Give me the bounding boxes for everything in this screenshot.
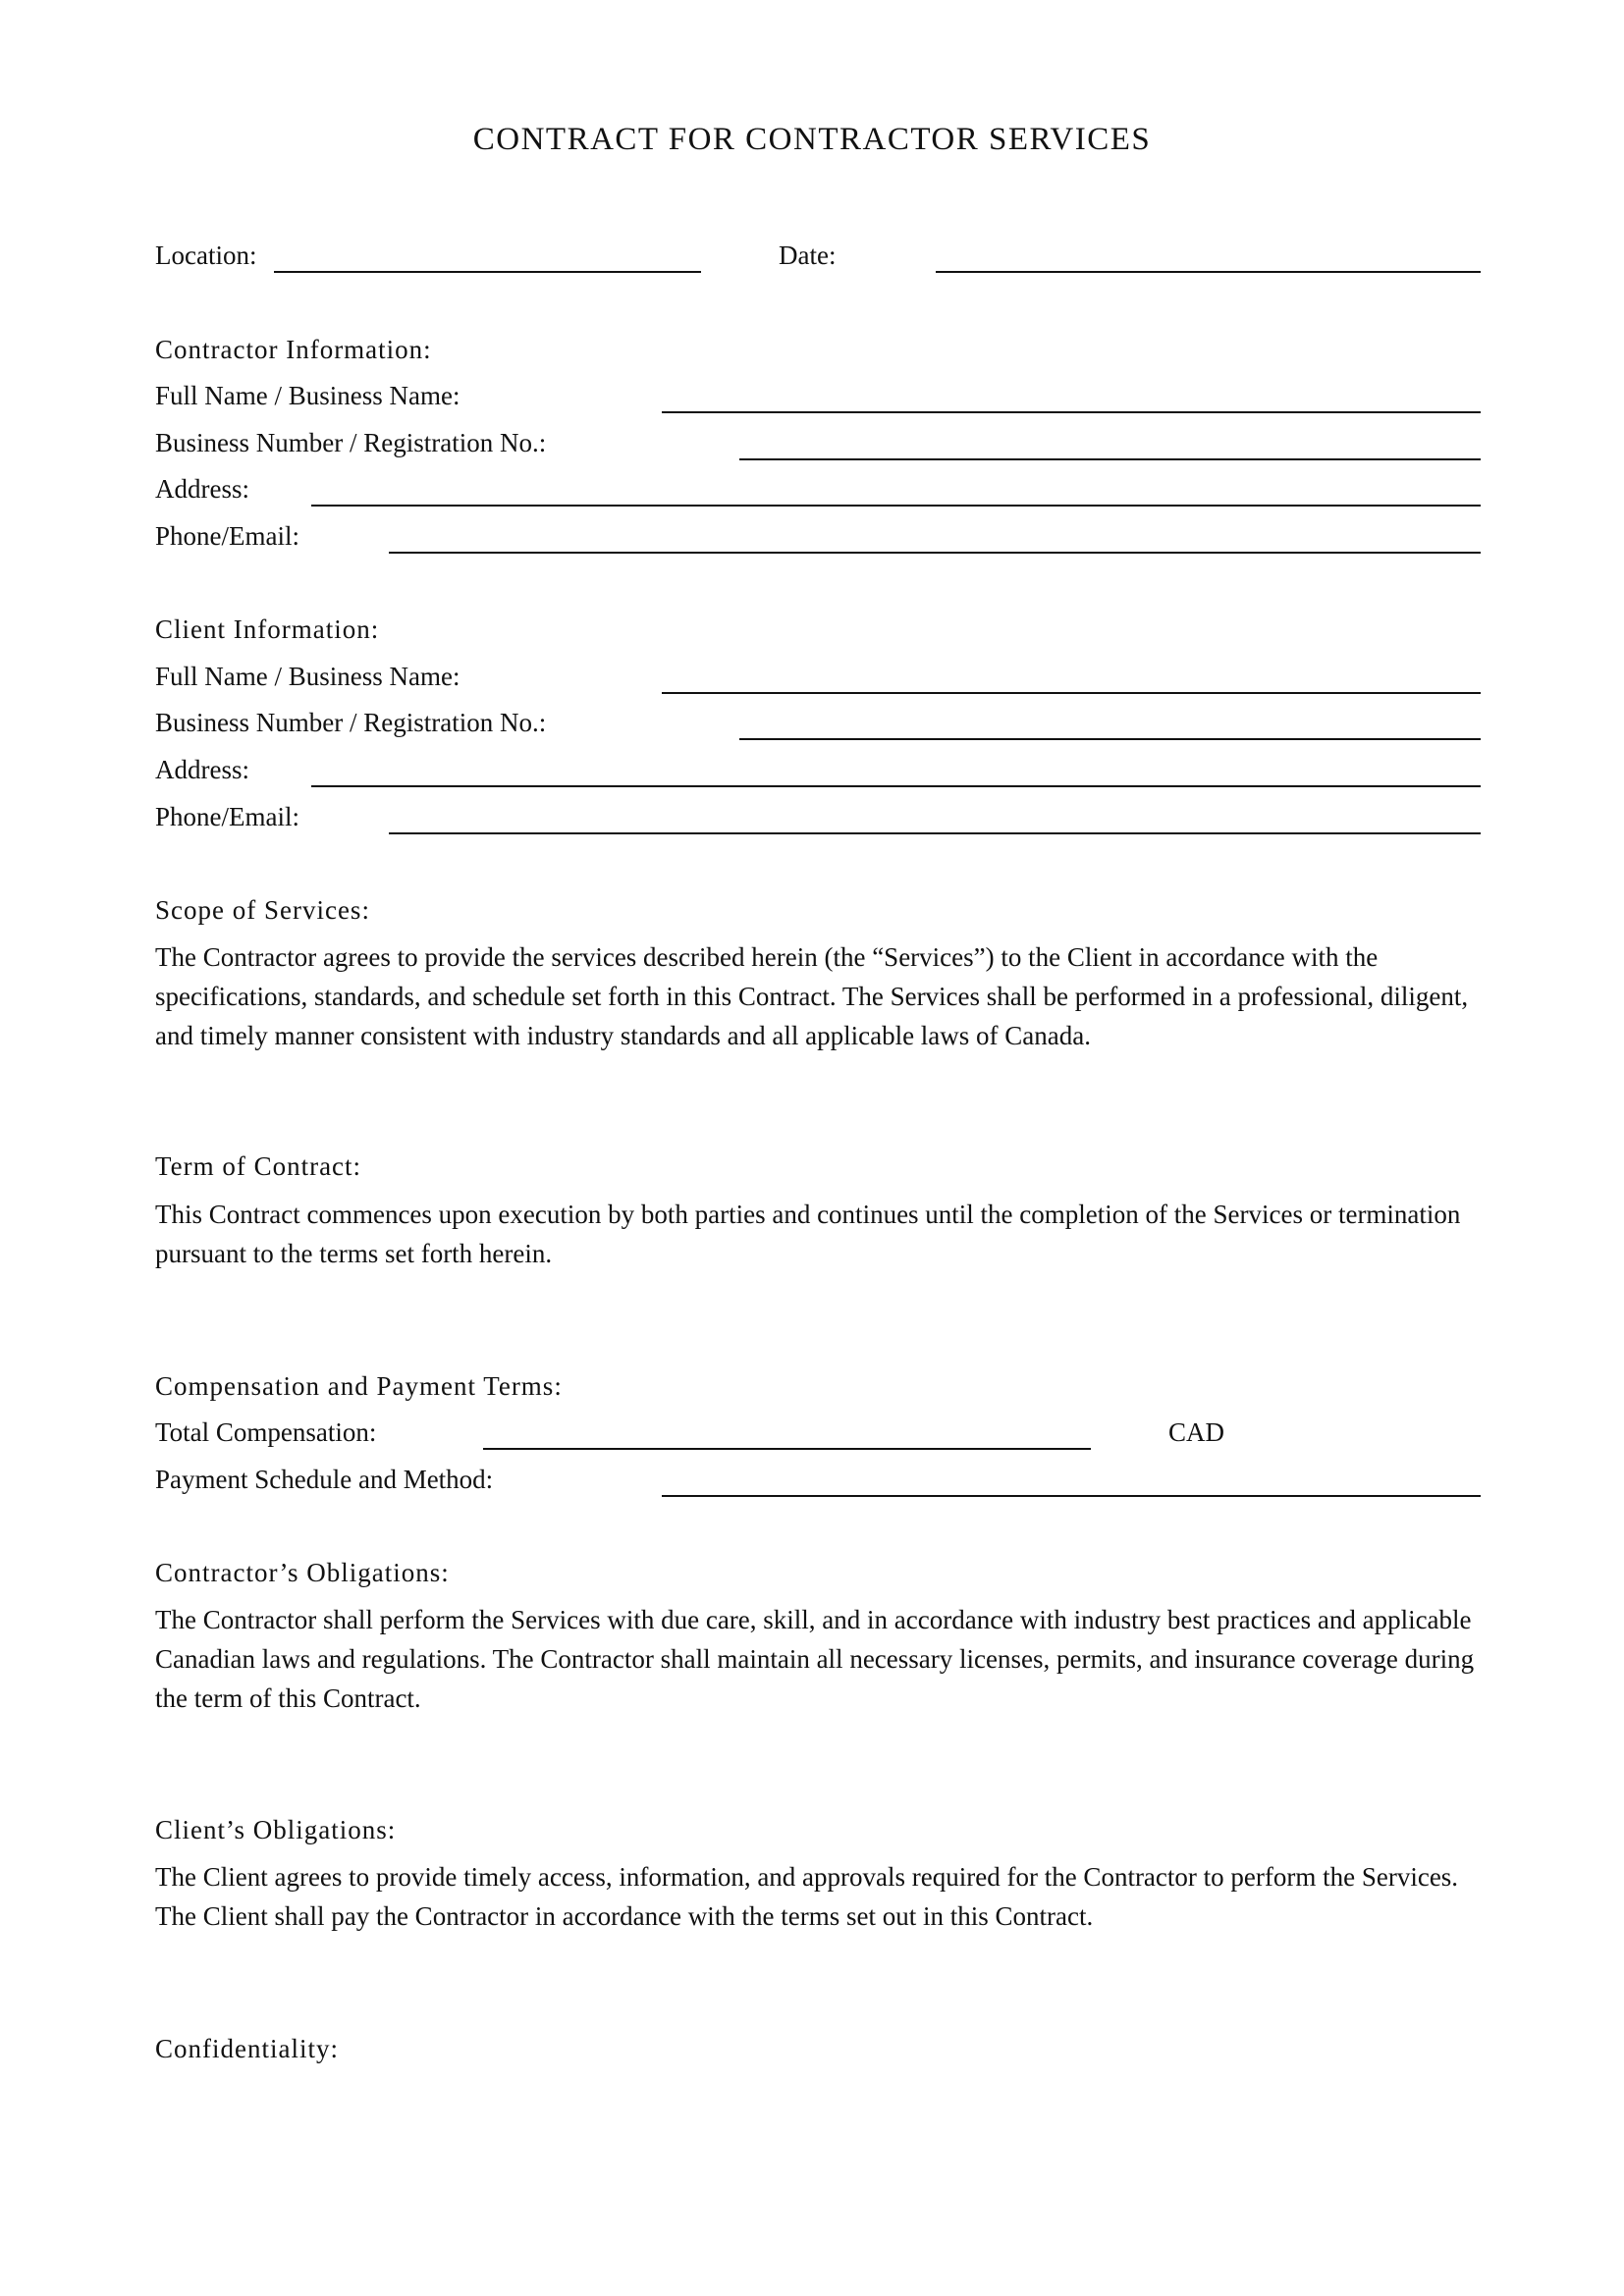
location-field[interactable] [274,271,701,273]
term-text: This Contract commences upon execution by both parties and continues until the completion of the Services or termination pursuant to the terms set forth herein. [155,1200,1461,1268]
client-obligations-heading: Client’s Obligations: [155,1815,397,1844]
page-title: CONTRACT FOR CONTRACTOR SERVICES [472,122,1152,157]
contractor-address-field[interactable] [311,505,1481,507]
contractor-number-label: Business Number / Registration No.: [155,428,547,457]
client-address-label: Address: [155,755,249,784]
client-obligations-text: The Client agrees to provide timely access, information, and approvals required for the Contractor to perform the Services. The Client shall pay the Contractor in accordance with the terms set out in this Contract. [155,1862,1459,1931]
payment-schedule-label: Payment Schedule and Method: [155,1465,494,1494]
contractor-name-field[interactable] [662,411,1481,413]
scope-text: The Contractor agrees to provide the services described herein (the “Services”) to the Client in accordance with the specifications, standards, and schedule set forth in this Contract. The Services shall be performed in a professional, diligent, and timely manner consistent with industry standards and all applicable laws of Canada. [155,942,1469,1050]
contractor-obligations-text: The Contractor shall perform the Services with due care, skill, and in accordance with industry best practices and applicable Canadian laws and regulations. The Contractor shall maintain all necessary licenses, permits, and insurance coverage during the term of this Contract. [155,1605,1475,1713]
contractor-obligations-heading: Contractor’s Obligations: [155,1558,450,1587]
client-name-field[interactable] [662,692,1481,694]
confidentiality-heading: Confidentiality: [155,2034,339,2063]
client-address-field[interactable] [311,785,1481,787]
client-number-field[interactable] [739,738,1481,740]
contractor-contact-label: Phone/Email: [155,521,299,551]
payment-schedule-field[interactable] [662,1495,1481,1497]
contractor-info-heading: Contractor Information: [155,335,432,364]
client-contact-label: Phone/Email: [155,802,299,831]
total-compensation-field[interactable] [483,1448,1091,1450]
date-label: Date: [779,240,837,270]
client-info-heading: Client Information: [155,614,380,644]
client-contact-field[interactable] [389,832,1481,834]
date-field[interactable] [936,271,1481,273]
scope-heading: Scope of Services: [155,895,370,925]
contractor-address-label: Address: [155,474,249,504]
contractor-contact-field[interactable] [389,552,1481,554]
compensation-heading: Compensation and Payment Terms: [155,1371,563,1401]
term-heading: Term of Contract: [155,1151,362,1181]
location-label: Location: [155,240,257,270]
contractor-name-label: Full Name / Business Name: [155,381,460,410]
total-compensation-label: Total Compensation: [155,1417,377,1447]
contractor-number-field[interactable] [739,458,1481,460]
client-name-label: Full Name / Business Name: [155,662,460,691]
currency-label: CAD [1168,1417,1225,1447]
client-number-label: Business Number / Registration No.: [155,708,547,737]
